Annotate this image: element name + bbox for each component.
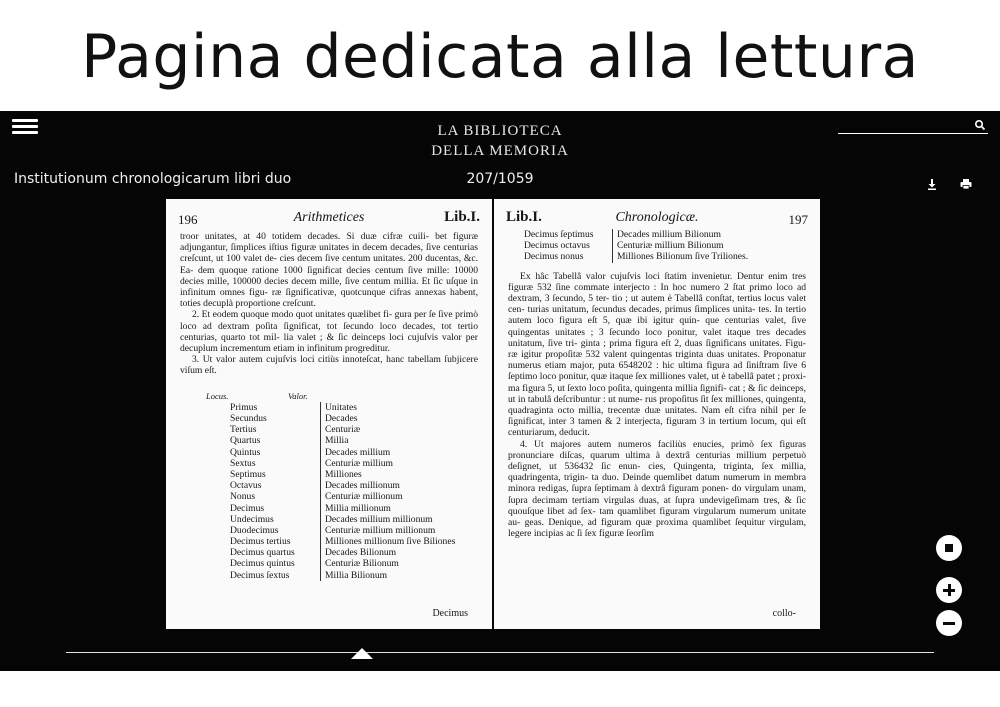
book-title: Institutionum chronologicarum libri duo xyxy=(14,171,292,187)
column-header-locus: Locus. xyxy=(206,390,229,401)
valor-cell: Decades millium xyxy=(320,447,390,458)
paragraph: 3. Ut valor autem cujuſvis loci citiùs innoteſcat, hanc tabellam ſubjicere viſum eſt. xyxy=(180,354,478,377)
page-number-left: 196 xyxy=(178,212,198,227)
paragraph: 2. Et eodem quoque modo quot unitates quælibet fi- gura per ſe ſive primò loco ad dextram poſita ſignificat, tot ſecundo loco decades, tot tertio centurias, quarto tot mil- lia valet ; & ſic deinceps loci cujuſvis valor per decuplum incrementum etiam in infinitum progreditur. xyxy=(180,309,478,355)
locus-cell: Decimus quartus xyxy=(230,547,295,559)
table-row xyxy=(180,469,492,480)
valor-cell: Milliones Bilionum ſive Triliones. xyxy=(612,251,748,262)
table-row xyxy=(180,525,492,536)
locus-cell: Sextus xyxy=(230,457,256,469)
valor-cell: Decades Bilionum xyxy=(320,547,396,558)
locus-cell: Decimus octavus xyxy=(524,240,590,252)
slide-title: Pagina dedicata alla lettura xyxy=(81,22,919,92)
table-header-row xyxy=(180,391,492,402)
valor-cell: Centuriæ millium Bilionum xyxy=(612,240,724,251)
logo-line-1: LA BIBLIOTECA xyxy=(437,123,563,139)
valor-cell: Millia Bilionum xyxy=(320,570,387,581)
catchword-left: Decimus xyxy=(432,608,468,619)
book-label-right: Lib.I. xyxy=(506,209,542,225)
page-text-right xyxy=(508,271,806,540)
table-row xyxy=(180,514,492,525)
zoom-in-button[interactable] xyxy=(936,577,962,603)
column-header-valor: Valor. xyxy=(288,390,308,401)
stop-icon xyxy=(945,544,953,552)
table-row xyxy=(180,435,492,446)
search-input[interactable] xyxy=(838,119,968,133)
locus-cell: Decimus ſextus xyxy=(230,569,290,581)
valor-cell: Milliones millionum ſive Biliones xyxy=(320,536,455,547)
catchword-right: collo- xyxy=(772,608,796,619)
table-row xyxy=(180,536,492,547)
table-row xyxy=(180,413,492,424)
table-row xyxy=(180,447,492,458)
running-head-right xyxy=(506,209,808,229)
valor-cell: Centuriæ millionum xyxy=(320,491,403,502)
paragraph: Ex hâc Tabellâ valor cujuſvis loci ſtatim invenietur. Dentur enim tres figuræ 532 ſine commate interjecto : In hoc numero 2 ſtat primo loco ad dextram, 3 ſecundo, 5 ter- tio ; ut autem è Tabellâ conſtat, tertius locus valet cen- turias unitatum, ſecundus decades, primus ſimplices unita- tes. In tertio autem loco figura eſt 5, quæ ibi igitur quin- que centurias valet, ſive quingentas unitates ; 3 ſecundo loco ponitur, valet itaque tres decades unitatum, ſive tri- ginta ; prima figura eſt 2, duas ſignificans unitates. Figu- ræ igitur propoſitæ 532 valent quingentas triginta duas unitates. Proponatur numerus etiam major, puta 6548202 : hic ultima figura ad ſiniſtram ſive 6 ſeptimo loco ponitur, quæ itaque ſex milliones valet, ut è tabellâ patet ; proxi- ma figura 5, ut ſexto loco poſita, quingenta millia ſignifi- cat ; & ſic deinceps, ut in tabulâ deſcribuntur : ut nume- rus propoſitus ſit ſex milliones, quingenta, quadraginta octo millia, trecentæ duæ unitates. Nam eſt cifra nihil per ſe ſignificat, inter 3 tamen & 2 interjecta, figuram 3 in tertium locum, qui eſt centuriarum, deducit. xyxy=(508,270,806,439)
locus-cell: Nonus xyxy=(230,491,256,503)
locus-cell: Duodecimus xyxy=(230,524,279,536)
download-icon[interactable] xyxy=(925,177,939,191)
table-row xyxy=(180,570,492,581)
locus-cell: Decimus xyxy=(230,502,265,514)
valor-cell: Decades xyxy=(320,413,358,424)
valor-cell: Centuriæ millium xyxy=(320,458,393,469)
locus-cell: Decimus quintus xyxy=(230,558,295,570)
locus-cell: Octavus xyxy=(230,480,262,492)
valor-cell: Milliones xyxy=(320,469,362,480)
running-head-left xyxy=(178,209,480,229)
library-logo[interactable] xyxy=(410,121,590,161)
locus-cell: Primus xyxy=(230,401,258,413)
zoom-out-icon xyxy=(943,622,955,625)
locus-cell: Decimus tertius xyxy=(230,536,291,548)
place-value-table-continued xyxy=(524,229,820,263)
paragraph: 4. Ut majores autem numeros faciliùs enucies, primò ſex figuras pronunciare diſcas, quarum ultima à dextrâ centurias millium perpetuò deſignet, ut 536432 ſic enun- cies, Quingenta, triginta, ſex millia, quadringenta, trigin- ta duo. Deinde quemlibet datum numerum in membra minora redigas, ſupra ſeptimam à dextrâ figuram ponen- do virgulam unam, ſupra decimam tertiam virgulas duas, at ſupra undevigeſimam tres, & ſic quouſque libet ad ſex- tam quamlibet figuram virgularum numerum unitate au- geas. Denique, ad figuram quæ proxima quamlibet ſequitur virgulam, legere incipias ac ſi ſex figuræ ſeorſim xyxy=(508,438,806,540)
table-row xyxy=(524,251,820,262)
hamburger-menu-icon[interactable] xyxy=(12,119,38,137)
valor-cell: Decades millium millionum xyxy=(320,514,433,525)
logo-line-2: DELLA MEMORIA xyxy=(431,143,569,159)
table-row xyxy=(180,491,492,502)
table-row xyxy=(180,558,492,569)
running-title-left: Arithmetices xyxy=(293,210,365,225)
table-row xyxy=(180,458,492,469)
locus-cell: Decimus ſeptimus xyxy=(524,229,594,240)
locus-cell: Quintus xyxy=(230,446,261,458)
table-row xyxy=(180,503,492,514)
reader-viewer xyxy=(0,111,1000,671)
page-slider-track[interactable] xyxy=(66,652,934,653)
locus-cell: Decimus nonus xyxy=(524,251,584,263)
running-title-right: Chronologicæ. xyxy=(615,210,699,225)
valor-cell: Decades millium Bilionum xyxy=(612,229,721,240)
locus-cell: Septimus xyxy=(230,468,266,480)
book-page-left xyxy=(166,199,492,629)
zoom-out-button[interactable] xyxy=(936,610,962,636)
print-icon[interactable] xyxy=(959,177,973,191)
locus-cell: Undecimus xyxy=(230,513,274,525)
page-counter: 207/1059 xyxy=(466,171,534,187)
valor-cell: Unitates xyxy=(320,402,357,413)
page-text-left xyxy=(180,231,478,377)
book-label-left: Lib.I. xyxy=(444,209,480,225)
valor-cell: Decades millionum xyxy=(320,480,400,491)
valor-cell: Centuriæ xyxy=(320,424,360,435)
locus-cell: Tertius xyxy=(230,424,257,436)
table-row xyxy=(180,424,492,435)
table-row xyxy=(524,240,820,251)
valor-cell: Millia xyxy=(320,435,348,446)
valor-cell: Centuriæ Bilionum xyxy=(320,558,399,569)
locus-cell: Secundus xyxy=(230,413,267,425)
table-row xyxy=(180,480,492,491)
search-icon[interactable] xyxy=(974,119,986,131)
place-value-table xyxy=(180,391,492,581)
locus-cell: Quartus xyxy=(230,435,261,447)
book-page-right xyxy=(494,199,820,629)
stop-button[interactable] xyxy=(936,535,962,561)
table-row xyxy=(524,229,820,240)
paragraph: troor unitates, at 40 totidem decades. Si duæ cifræ cuili- bet figuræ adjungantur, ſimplices iſtius figuræ unitates in decem decades, ſive centurias creſcunt, ut 100 valet de- cies decem ſive centum unitates. 200 ducentas, &c. Ea- dem quoque ratione 1000 ſignificat decies centum ſive mille: 10000 decies mille, 100000 decies decem mille, ſive centum millia. Et ſic uſque in infinitum omnes figu- ræ ſignificativæ, quotcunque cifras annexas habent, toties decuplà proportione creſcunt. xyxy=(180,231,478,310)
search-box xyxy=(838,119,988,134)
page-slider-handle[interactable] xyxy=(351,648,373,659)
valor-cell: Millia millionum xyxy=(320,503,391,514)
valor-cell: Centuriæ millium millionum xyxy=(320,525,435,536)
table-row xyxy=(180,547,492,558)
page-number-right: 197 xyxy=(788,212,808,227)
table-row xyxy=(180,402,492,413)
